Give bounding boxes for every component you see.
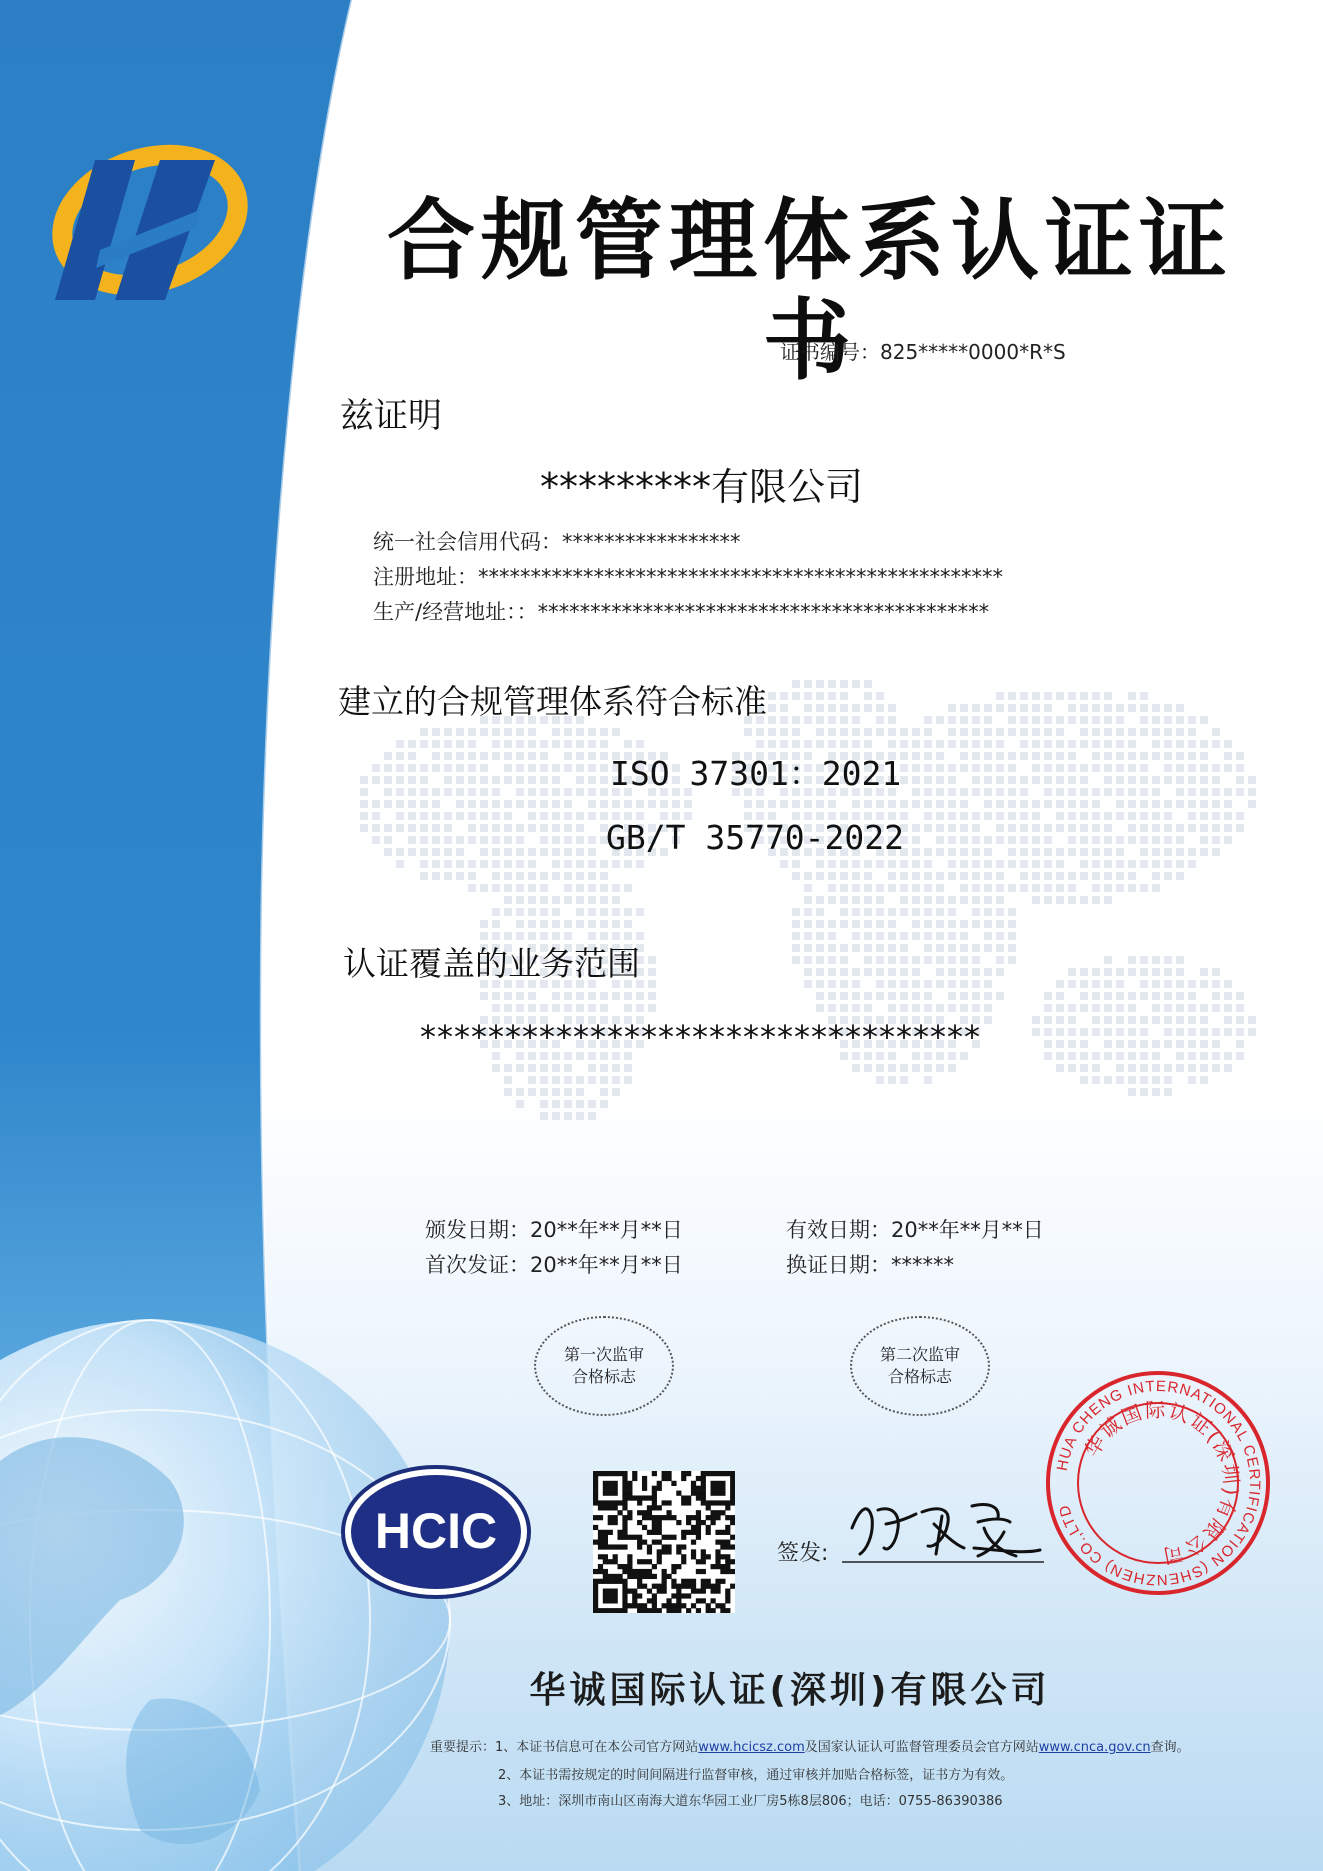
registered-address: 注册地址：**************************************************: [373, 565, 1003, 589]
certificate-title: 合规管理体系认证证书: [386, 188, 1233, 392]
scope-heading: 认证覆盖的业务范围: [343, 944, 640, 983]
scope-value: *********************************: [420, 1018, 981, 1056]
first-issue-date: 首次发证：20**年**月**日: [425, 1253, 683, 1277]
note-text: 查询。: [1150, 1740, 1190, 1755]
credit-code: 统一社会信用代码：*****************: [373, 530, 741, 554]
handwritten-signature: [838, 1488, 1048, 1576]
note-text: 及国家认证认可监督管理委员会官方网站: [804, 1740, 1039, 1755]
signature-label: 签发:: [777, 1541, 829, 1566]
hcic-logo-icon: [340, 1464, 532, 1600]
seal-outer-text: HUA CHENG INTERNATIONAL CERTIFICATION (SHENZHEN) CO.,LTD: [1053, 1377, 1264, 1589]
renewal-date: 换证日期：******: [786, 1253, 954, 1277]
website-link-hcicsz[interactable]: www.hcicsz.com: [698, 1740, 805, 1755]
qr-code[interactable]: [593, 1471, 735, 1613]
audit-mark-line: 合格标志: [887, 1367, 952, 1386]
note-line-1: [430, 1736, 1190, 1755]
certificate-number: 证书编号：825*****0000*R*S: [780, 340, 1066, 364]
hereby-certify-label: 兹证明: [340, 396, 442, 436]
standards-heading: 建立的合规管理体系符合标准: [338, 682, 767, 721]
issue-date: 颁发日期：20**年**月**日: [425, 1218, 683, 1242]
issuing-company: 华诚国际认证(深圳)有限公司: [529, 1670, 1051, 1711]
company-seal: [1043, 1368, 1273, 1598]
website-link-cnca[interactable]: www.cnca.gov.cn: [1038, 1740, 1151, 1755]
first-audit-mark: [534, 1316, 674, 1416]
valid-date: 有效日期：20**年**月**日: [786, 1218, 1044, 1242]
hcic-logo-text: HCIC: [374, 1503, 498, 1559]
second-audit-mark: [850, 1316, 990, 1416]
audit-mark-line: 第二次监审: [879, 1345, 960, 1364]
note-line-3: 3、地址：深圳市南山区南海大道东华园工业厂房5栋8层806；电话：0755-86390386: [498, 1794, 1003, 1809]
standard-iso: ISO 37301：2021: [610, 754, 902, 793]
note-text: 重要提示：1、本证书信息可在本公司官方网站: [430, 1740, 699, 1755]
audit-mark-line: 第一次监审: [563, 1345, 644, 1364]
business-address: 生产/经营地址：：*******************************************: [373, 600, 990, 624]
seal-inner-text: 华诚国际认证(深圳)有限公司: [1079, 1397, 1244, 1569]
company-name: *********有限公司: [540, 465, 864, 509]
audit-mark-line: 合格标志: [571, 1367, 636, 1386]
standard-gbt: GB/T 35770-2022: [606, 818, 905, 857]
note-line-2: 2、本证书需按规定的时间间隔进行监督审核，通过审核并加贴合格标签，证书方为有效。: [498, 1768, 1014, 1783]
